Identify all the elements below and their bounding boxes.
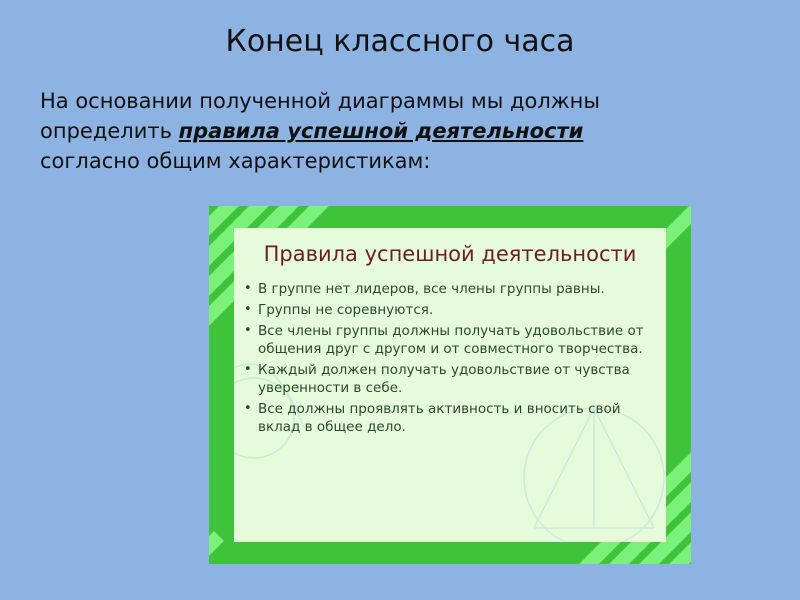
bullet-icon: • <box>244 362 252 377</box>
rule-item <box>244 361 664 397</box>
bullet-icon: • <box>244 281 252 296</box>
rule-item <box>244 301 664 319</box>
rules-list <box>244 280 664 439</box>
rule-item <box>244 280 664 298</box>
bullet-icon: • <box>244 323 252 338</box>
rule-text: Группы не соревнуются. <box>258 302 434 318</box>
rules-panel <box>234 228 666 542</box>
rule-item <box>244 400 664 436</box>
rule-text: Каждый должен получать удовольствие от чувства уверенности в себе. <box>258 362 630 396</box>
slide-title: Конец классного часа <box>225 24 575 59</box>
rule-text: Все члены группы должны получать удовольствие от общения друг с другом и от совместного творчества. <box>258 323 644 357</box>
intro-before: На основании полученной диаграммы мы должны определить <box>40 89 600 143</box>
intro-text <box>40 86 680 176</box>
bullet-icon: • <box>244 401 252 416</box>
rule-item <box>244 322 664 358</box>
bullet-icon: • <box>244 302 252 317</box>
rules-card-image <box>209 206 691 564</box>
card-heading: Правила успешной деятельности <box>263 242 637 266</box>
intro-emphasis: правила успешной деятельности <box>178 119 584 143</box>
intro-after: согласно общим характеристикам: <box>40 149 431 173</box>
rule-text: Все должны проявлять активность и вносить свой вклад в общее дело. <box>258 401 621 435</box>
rule-text: В группе нет лидеров, все члены группы равны. <box>258 281 605 297</box>
